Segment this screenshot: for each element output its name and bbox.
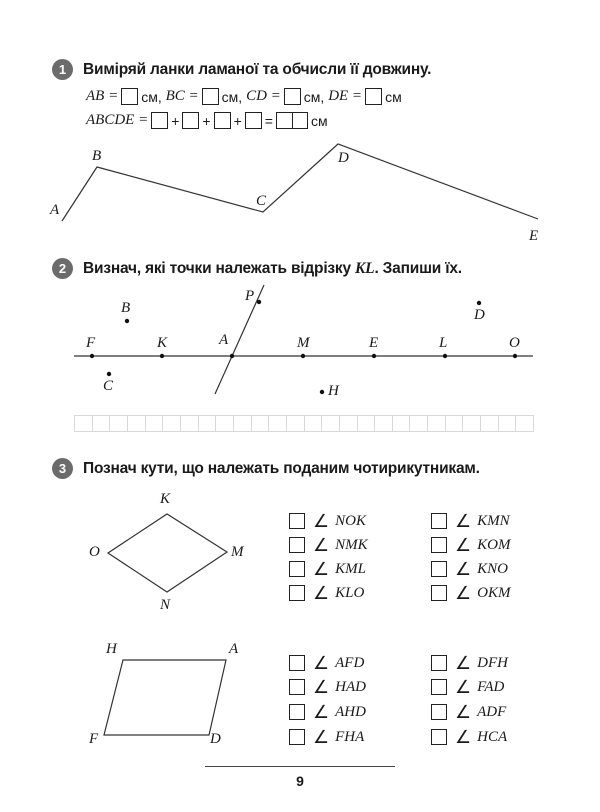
task-2-title [83,260,462,278]
plus-sign: + [171,112,180,129]
angle-name: KML [335,560,366,577]
parallelogram-hadf [104,660,226,735]
angle-option[interactable] [289,703,366,721]
angle-name: DFH [477,654,508,671]
checkbox[interactable] [289,655,305,671]
vertex-h-label: H [106,641,117,657]
point-b-label: B [92,148,102,164]
angle-option[interactable] [431,678,504,696]
vertex-a-label: A [229,641,239,657]
ab-label: AB = [86,88,119,104]
segment-name: KL [355,259,375,277]
angle-option[interactable] [289,654,364,672]
task-number-badge: 2 [52,258,73,279]
angle-icon: ∠ [313,559,330,579]
de-label: DE = [328,88,363,104]
vertex-k-label: K [160,491,171,507]
task-number-badge: 3 [52,458,73,479]
point-f-label: F [86,335,96,351]
point-e-label: E [529,228,539,244]
point-k-label: K [157,335,168,351]
checkbox[interactable] [289,704,305,720]
point-p-label: P [245,288,255,304]
angle-option[interactable] [431,512,510,530]
angle-icon: ∠ [455,653,472,673]
angle-option[interactable] [289,584,364,602]
angle-icon: ∠ [455,511,472,531]
vertex-f-label: F [89,731,99,747]
angle-name: KMN [477,512,510,529]
point-h-label: H [328,383,339,399]
footer-divider [205,766,395,767]
angle-name: HAD [335,678,366,695]
angle-name: NMK [335,536,368,553]
angle-name: AHD [335,703,366,720]
unit-label: см, [303,88,325,105]
task-3-header [52,458,480,479]
angle-option[interactable] [289,512,366,530]
checkbox[interactable] [431,561,447,577]
checkbox[interactable] [289,513,305,529]
task-2-header [52,258,462,279]
angle-option[interactable] [431,536,510,554]
point-l-label: L [439,335,448,351]
vertex-d-label: D [210,731,221,747]
angle-icon: ∠ [455,677,472,697]
checkbox[interactable] [431,679,447,695]
angle-option[interactable] [289,560,366,578]
task-number-badge: 1 [52,59,73,80]
angle-name: KLO [335,584,365,601]
angle-option[interactable] [431,728,507,746]
task-1-title: Виміряй ланки ламаної та обчисли її довжину. [83,60,432,78]
angle-name: KOM [477,536,511,553]
checkbox[interactable] [289,537,305,553]
unit-label: см [310,112,328,129]
checkbox[interactable] [431,655,447,671]
title-text: Визнач, які точки належать відрізку [83,259,351,277]
point-a-label: A [219,332,229,348]
angle-icon: ∠ [313,535,330,555]
title-text-end: . Запиши їх. [374,259,462,277]
angle-option[interactable] [431,560,508,578]
angle-name: ADF [477,703,507,720]
angle-name: HCA [477,728,508,745]
broken-line-abcde [62,144,538,221]
plus-sign: + [233,112,242,129]
point-d-label: D [474,307,485,323]
vertex-o-label: O [89,544,100,560]
point-o-label: O [509,335,520,351]
checkbox[interactable] [431,513,447,529]
unit-label: см, [221,88,243,105]
angle-name: OKM [477,584,511,601]
angle-option[interactable] [431,703,506,721]
angle-icon: ∠ [455,583,472,603]
rhombus-okmn [108,514,227,592]
angle-option[interactable] [431,584,510,602]
angle-name: FHA [335,728,365,745]
checkbox[interactable] [289,679,305,695]
checkbox[interactable] [431,729,447,745]
point-e-label: E [369,335,379,351]
angle-option[interactable] [431,654,508,672]
equals-sign: = [264,112,273,129]
point-a-label: A [50,202,60,218]
angle-option[interactable] [289,728,364,746]
vertex-m-label: M [231,544,244,560]
task-3-title: Познач кути, що належать поданим чотирикутникам. [83,459,480,477]
unit-label: см, [141,88,162,105]
angle-icon: ∠ [313,727,330,747]
checkbox[interactable] [431,704,447,720]
angle-icon: ∠ [313,653,330,673]
unit-label: см [385,88,402,105]
angle-icon: ∠ [455,727,472,747]
angle-icon: ∠ [455,559,472,579]
angle-name: KNO [477,560,508,577]
point-m-label: M [297,335,310,351]
checkbox[interactable] [289,561,305,577]
point-c-label: C [103,378,114,394]
checkbox[interactable] [289,585,305,601]
angle-icon: ∠ [313,677,330,697]
angle-icon: ∠ [313,583,330,603]
checkbox[interactable] [431,585,447,601]
abcde-label: ABCDE = [86,112,149,128]
angle-icon: ∠ [455,702,472,722]
answer-grid[interactable] [74,415,534,432]
page-number: 9 [296,773,304,789]
angle-name: AFD [335,654,365,671]
point-d-label: D [338,150,349,166]
plus-sign: + [202,112,211,129]
vertex-n-label: N [160,597,171,613]
angle-name: NOK [335,512,366,529]
angle-icon: ∠ [455,535,472,555]
point-c-label: C [256,193,267,209]
bc-label: BC = [165,88,199,104]
angle-option[interactable] [289,678,366,696]
checkbox[interactable] [289,729,305,745]
angle-name: FAD [477,678,505,695]
checkbox[interactable] [431,537,447,553]
angle-icon: ∠ [313,702,330,722]
cd-label: CD = [246,88,281,104]
angle-icon: ∠ [313,511,330,531]
angle-option[interactable] [289,536,368,554]
point-b-label: B [121,300,131,316]
